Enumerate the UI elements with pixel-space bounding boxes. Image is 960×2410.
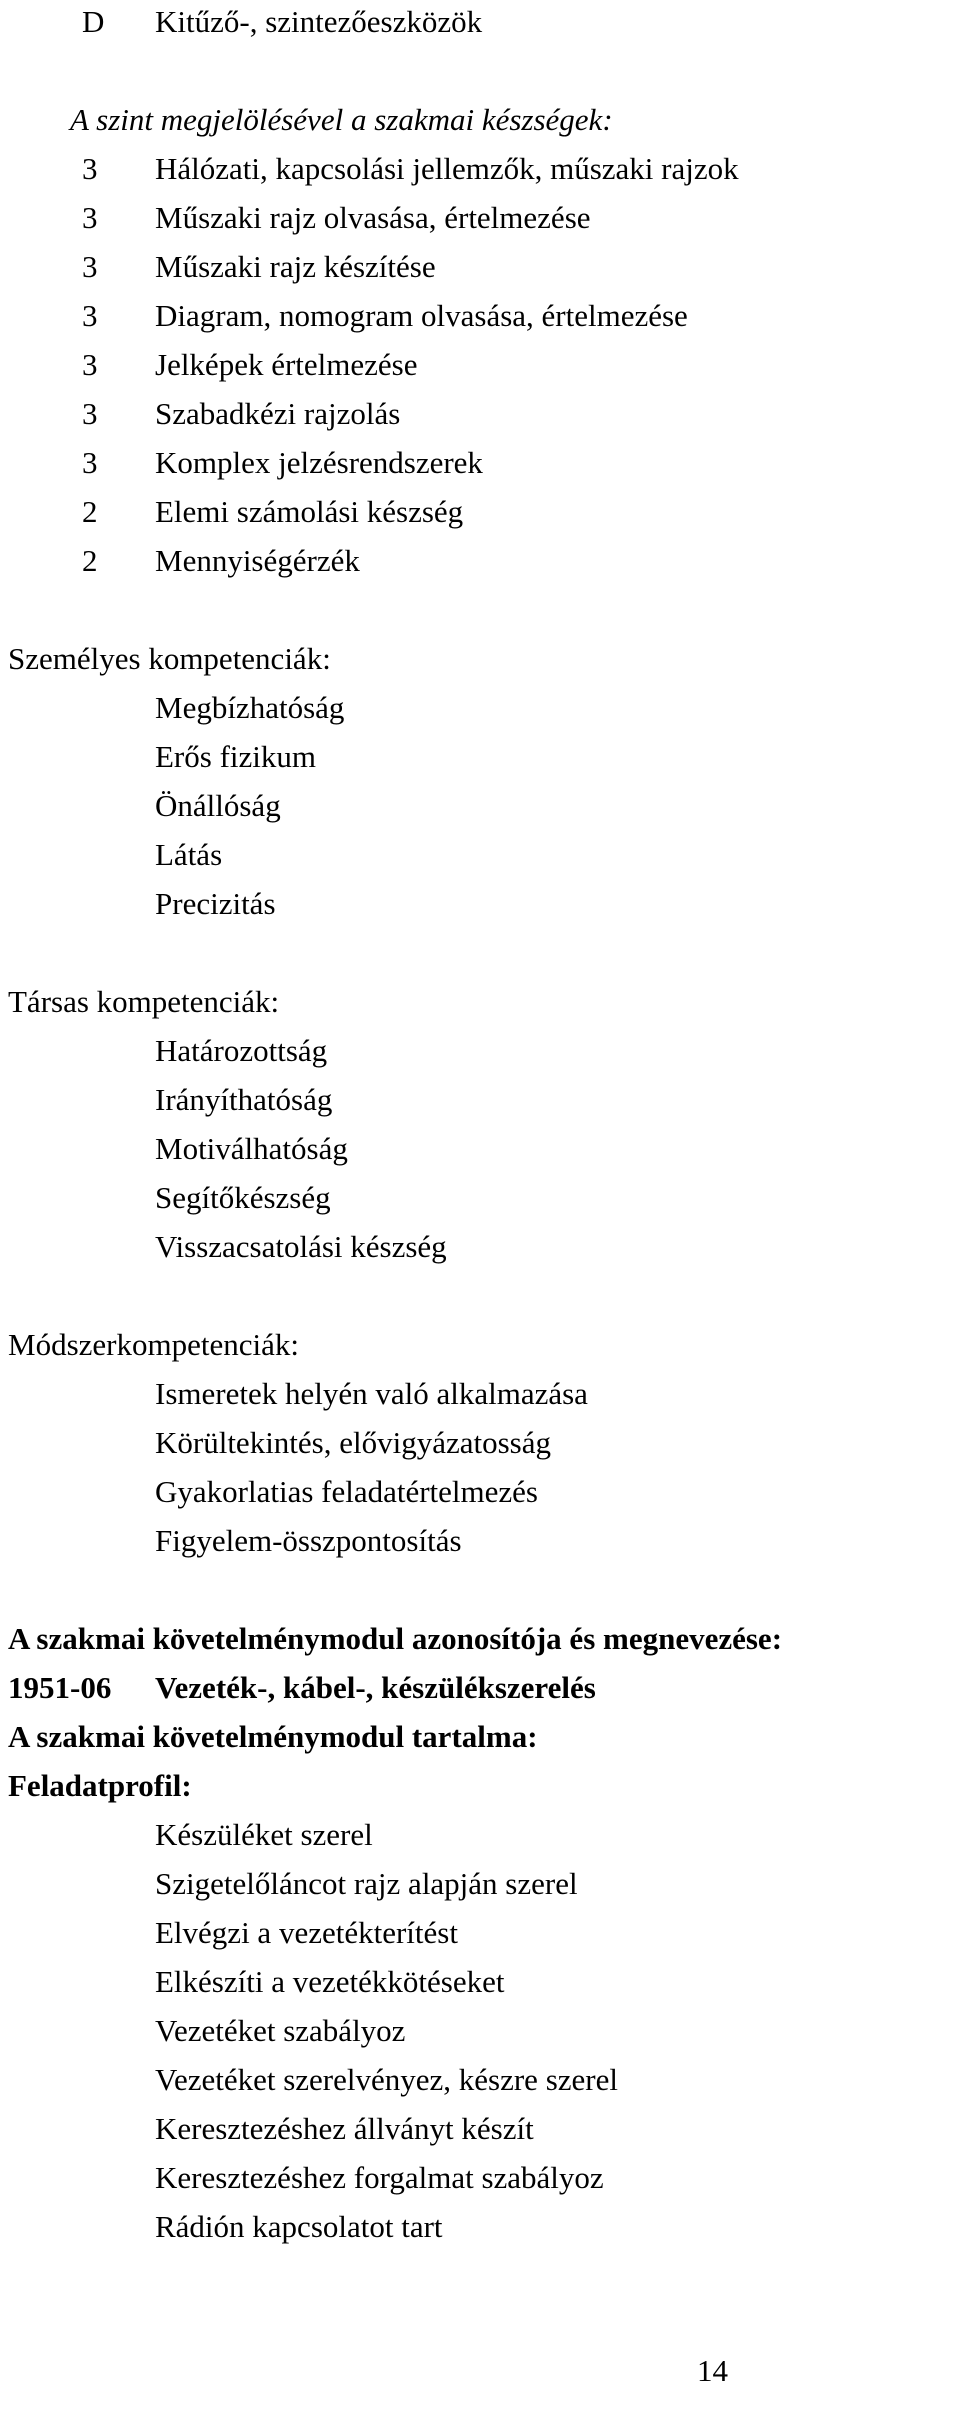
skill-level: 2 bbox=[82, 543, 98, 578]
page-number: 14 bbox=[697, 2353, 728, 2388]
skill-level: 3 bbox=[82, 347, 98, 382]
skill-level: 2 bbox=[82, 494, 98, 529]
skills-title: A szint megjelölésével a szakmai készségek: bbox=[70, 102, 613, 137]
list-item: Megbízhatóság bbox=[155, 690, 345, 725]
list-item: Vezetéket szerelvényez, készre szerel bbox=[155, 2062, 618, 2097]
social-title: Társas kompetenciák: bbox=[8, 984, 280, 1019]
list-item: Motiválhatóság bbox=[155, 1131, 348, 1166]
skill-level: 3 bbox=[82, 445, 98, 480]
list-item: Irányíthatóság bbox=[155, 1082, 333, 1117]
list-item: Ismeretek helyén való alkalmazása bbox=[155, 1376, 588, 1411]
skill-level: 3 bbox=[82, 396, 98, 431]
task-profile-heading: Feladatprofil: bbox=[8, 1768, 192, 1803]
list-item: Önállóság bbox=[155, 788, 281, 823]
list-item: Szigetelőláncot rajz alapján szerel bbox=[155, 1866, 578, 1901]
skill-label: Hálózati, kapcsolási jellemzők, műszaki rajzok bbox=[155, 151, 739, 186]
skill-level: 3 bbox=[82, 298, 98, 333]
list-item: Keresztezéshez forgalmat szabályoz bbox=[155, 2160, 604, 2195]
method-title: Módszerkompetenciák: bbox=[8, 1327, 299, 1362]
skill-label: Jelképek értelmezése bbox=[155, 347, 418, 382]
list-item: Precizitás bbox=[155, 886, 276, 921]
list-item: Vezetéket szabályoz bbox=[155, 2013, 406, 2048]
list-item: Keresztezéshez állványt készít bbox=[155, 2111, 534, 2146]
list-item: Körültekintés, elővigyázatosság bbox=[155, 1425, 552, 1460]
skill-label: Elemi számolási készség bbox=[155, 494, 464, 529]
list-item: Látás bbox=[155, 837, 223, 872]
list-item: Visszacsatolási készség bbox=[155, 1229, 447, 1264]
module-id-line bbox=[8, 1670, 596, 1705]
list-item: Készüléket szerel bbox=[155, 1817, 373, 1852]
section-letter: D bbox=[82, 4, 105, 39]
module-id: 1951-06 bbox=[8, 1670, 112, 1705]
list-item: Elvégzi a vezetékterítést bbox=[155, 1915, 458, 1950]
list-item: Figyelem-összpontosítás bbox=[155, 1523, 462, 1558]
module-name: Vezeték-, kábel-, készülékszerelés bbox=[155, 1670, 596, 1705]
skill-label: Mennyiségérzék bbox=[155, 543, 360, 578]
list-item: Gyakorlatias feladatértelmezés bbox=[155, 1474, 538, 1509]
list-item: Határozottság bbox=[155, 1033, 328, 1068]
skill-level: 3 bbox=[82, 151, 98, 186]
personal-title: Személyes kompetenciák: bbox=[8, 641, 331, 676]
module-heading: A szakmai követelménymodul azonosítója és megnevezése: bbox=[8, 1621, 783, 1656]
list-item: Elkészíti a vezetékkötéseket bbox=[155, 1964, 505, 1999]
module-content-heading: A szakmai követelménymodul tartalma: bbox=[8, 1719, 538, 1754]
skill-label: Műszaki rajz olvasása, értelmezése bbox=[155, 200, 591, 235]
skill-label: Diagram, nomogram olvasása, értelmezése bbox=[155, 298, 688, 333]
list-item: Rádión kapcsolatot tart bbox=[155, 2209, 443, 2244]
list-item: Erős fizikum bbox=[155, 739, 316, 774]
skill-label: Műszaki rajz készítése bbox=[155, 249, 436, 284]
skill-level: 3 bbox=[82, 200, 98, 235]
list-item: Segítőkészség bbox=[155, 1180, 331, 1215]
skill-level: 3 bbox=[82, 249, 98, 284]
section-title: Kitűző-, szintezőeszközök bbox=[155, 4, 483, 39]
skill-label: Szabadkézi rajzolás bbox=[155, 396, 401, 431]
skill-label: Komplex jelzésrendszerek bbox=[155, 445, 483, 480]
